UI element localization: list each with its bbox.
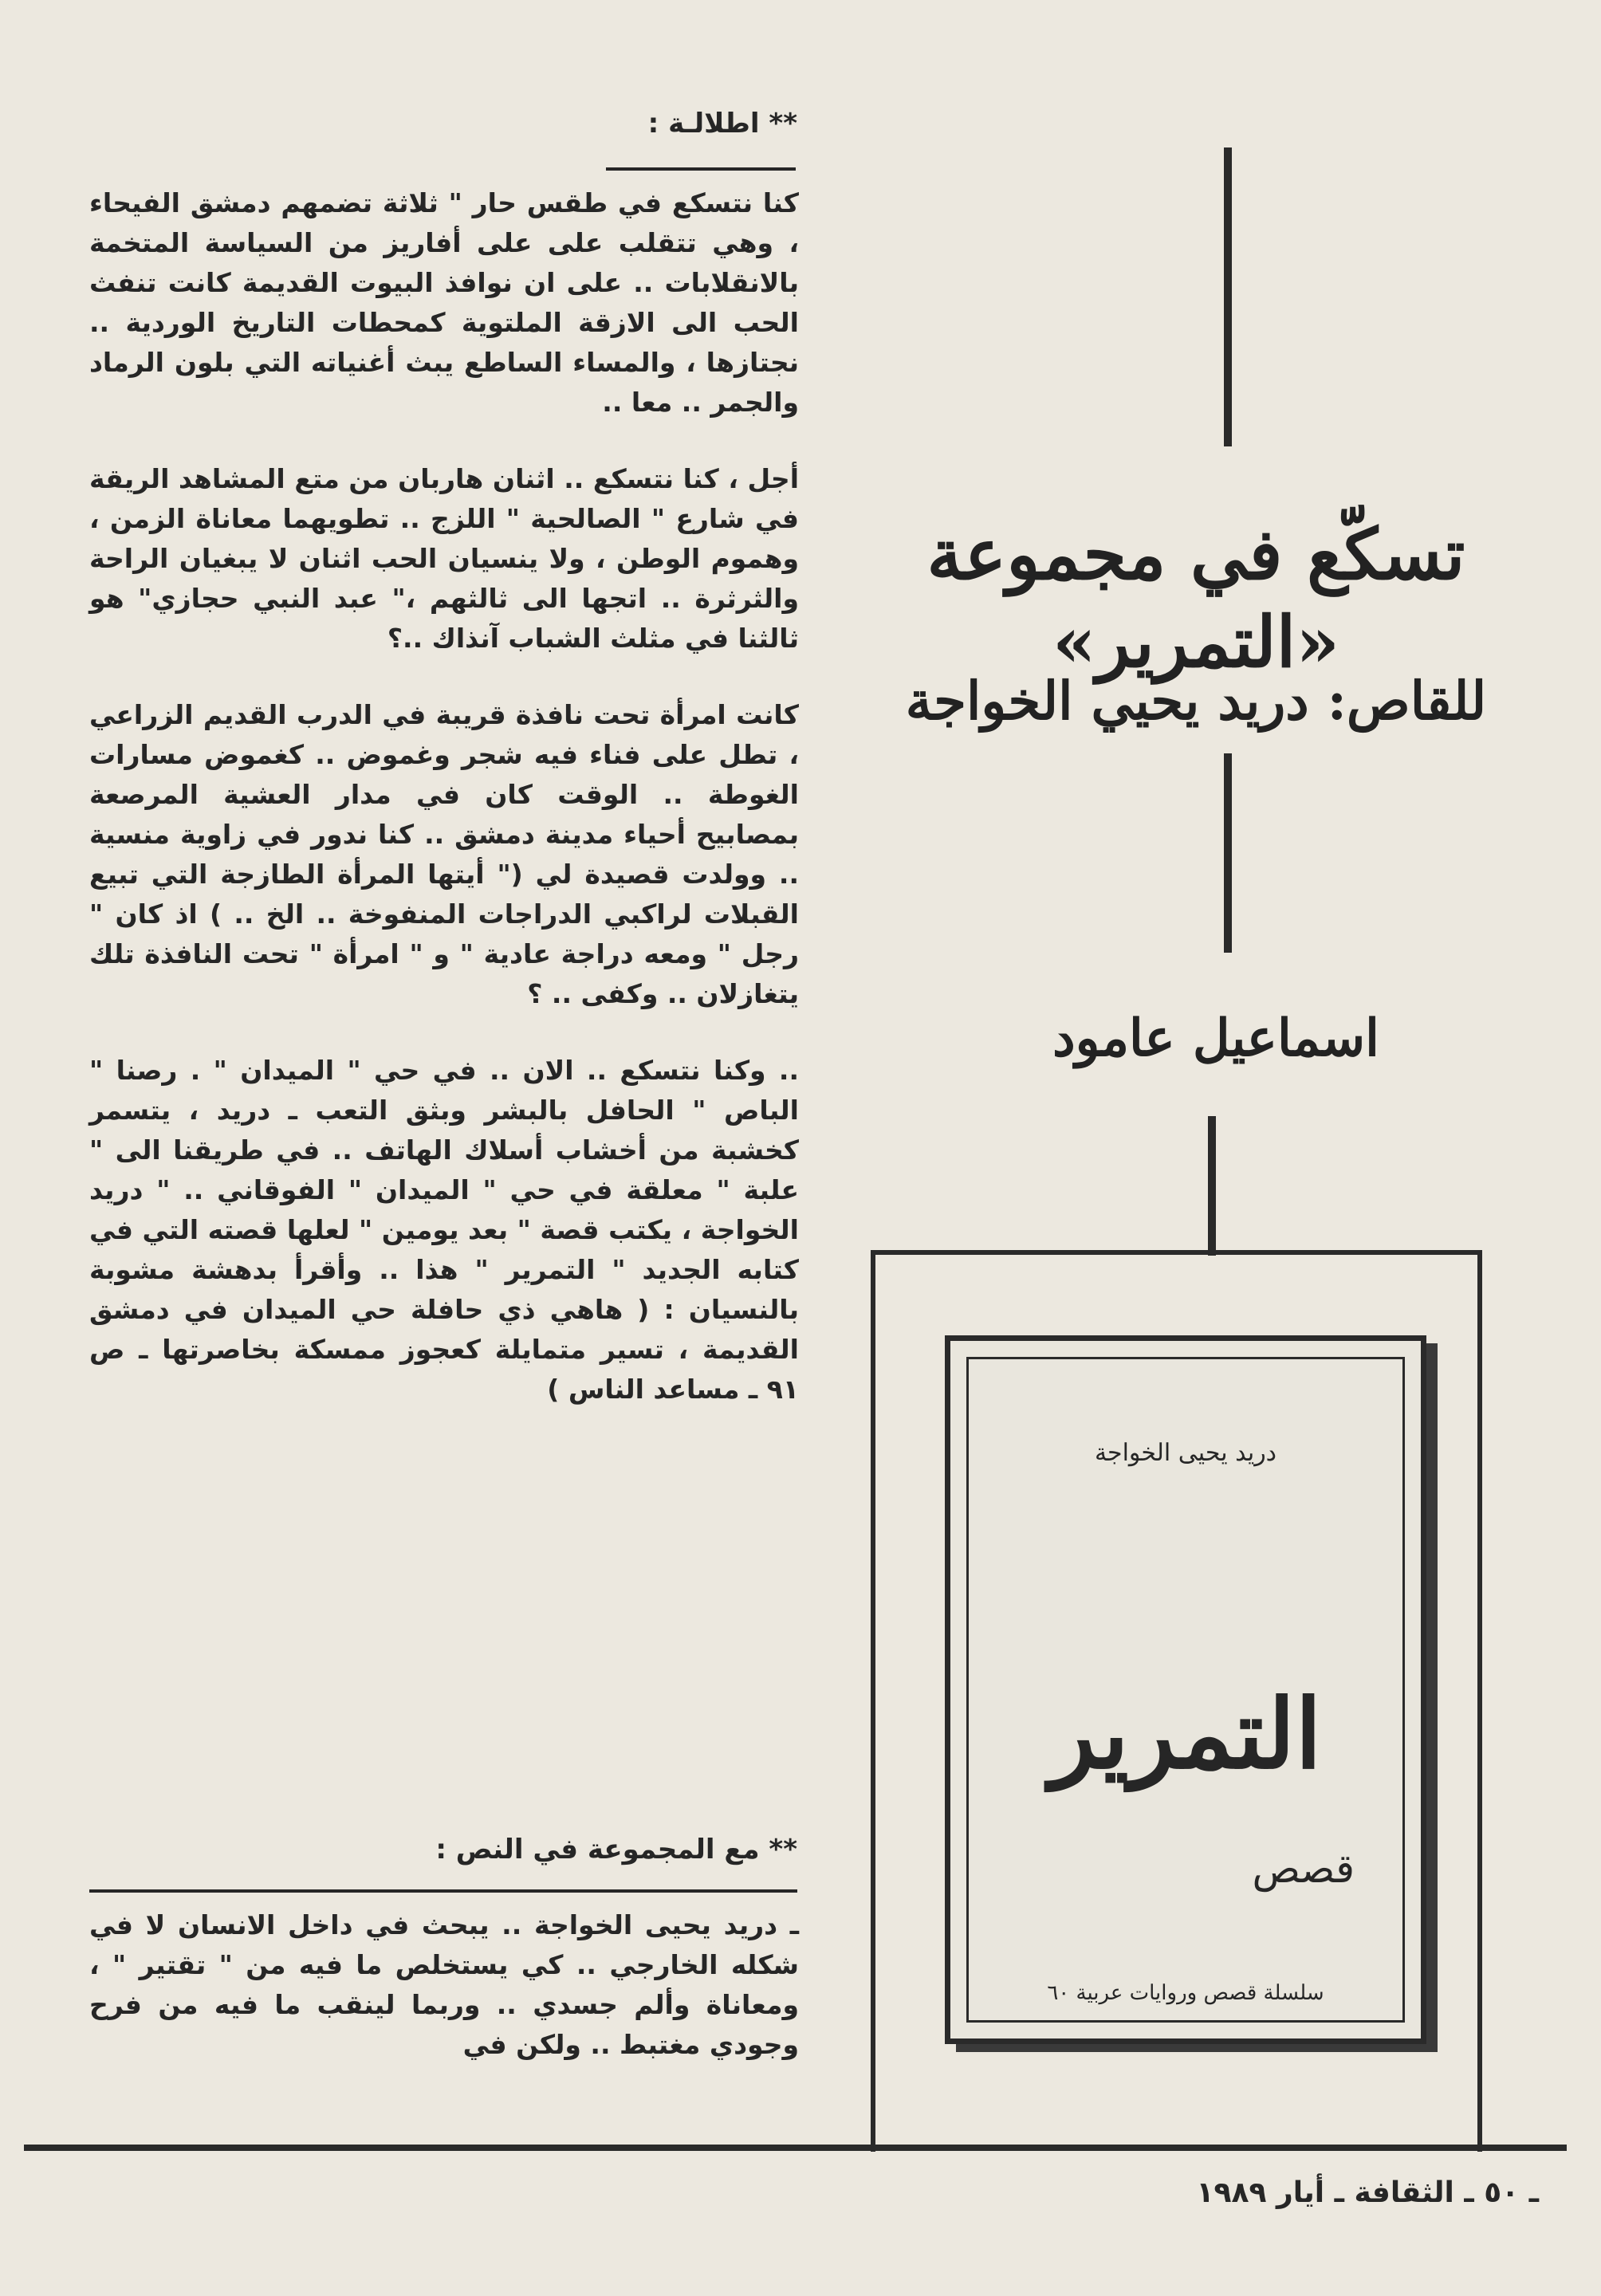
article-author: اسماعيل عامود bbox=[1052, 1008, 1379, 1068]
section-rule bbox=[89, 1889, 797, 1893]
article-paragraph: كانت امرأة تحت نافذة قريبة في الدرب القديم الزراعي ، تطل على فناء فيه شجر وغموض .. كغموض مسارات الغوطة .. الوقت كان في مدار العشية المرصعة بمصابيح أحياء مدينة دمشق .. كنا ندور في زاوية منسية .. وولدت قصيدة لي (" أيتها المرأة الطازجة التي تبيع القبلات لراكبي الدراجات المنفوخة .. الخ .. ) اذ كان " رجل " ومعه دراجة عادية " و " امرأة " تحت النافذة تلك يتغازلان .. وكفى .. ؟ bbox=[89, 699, 799, 1009]
page-bottom-rule bbox=[24, 2145, 1567, 2151]
article-column bbox=[89, 183, 799, 1446]
book-cover-image bbox=[945, 1335, 1426, 2044]
decorative-line bbox=[1224, 753, 1232, 953]
book-cover-border bbox=[966, 1357, 1405, 2023]
book-series: سلسلة قصص وروايات عربية ٦٠ bbox=[1047, 1981, 1324, 2005]
book-author: دريد يحيى الخواجة bbox=[1094, 1439, 1277, 1467]
section-heading-intro: ** اطلالـة : bbox=[647, 108, 797, 140]
article-title: تسكّع في مجموعة «التمرير» bbox=[926, 513, 1465, 683]
section-rule bbox=[606, 167, 796, 171]
article-paragraph: أجل ، كنا نتسكع .. اثنان هاربان من متع المشاهد الريقة في شارع " الصالحية " اللزج .. تطويهما معاناة الزمن ، وهموم الوطن ، ولا ينسيان الحب اثنان لا يبغيان الراحة والثرثرة .. اتجها الى ثالثهم ،" عبد النبي حجازي" هو ثالثنا في مثلث الشباب آنذاك ..؟ bbox=[89, 463, 799, 654]
article-paragraph: ـ دريد يحيى الخواجة .. يبحث في داخل الانسان لا في شكله الخارجي .. كي يستخلص ما فيه من " تقتير " ، ومعاناة وألم جسدي .. وربما لينقب ما فيه من فرح وجودي مغتبط .. ولكن في bbox=[89, 1909, 799, 2060]
article-subtitle: للقاص: دريد يحيي الخواجة bbox=[905, 670, 1487, 732]
article-paragraph: .. وكنا نتسكع .. الان .. في حي " الميدان " . رصنا " الباص " الحافل بالبشر وبثق التعب ـ دريد ، يتسمر كخشبة من أخشاب أسلاك الهاتف .. في طريقنا الى " علبة " معلقة في حي " الميدان " الفوقاني .. " دريد الخواجة ، يكتب قصة " بعد يومين " لعلها قصته التي في كتابه الجديد " التمرير " هذا .. وأقرأ بدهشة مشوبة بالنسيان : ( هاهي ذي حافلة حي الميدان في دمشق القديمة ، تسير متمايلة كعجوز ممسكة بخاصرتها ـ ص ٩١ ـ مساعد الناس ) bbox=[89, 1055, 799, 1405]
article-column-continued bbox=[89, 1905, 799, 2101]
decorative-line bbox=[1208, 1116, 1216, 1256]
section-heading-text: ** مع المجموعة في النص : bbox=[435, 1834, 797, 1866]
decorative-line bbox=[1224, 147, 1232, 446]
book-genre: قصص bbox=[1252, 1846, 1355, 1892]
book-title: التمرير bbox=[1049, 1678, 1322, 1791]
article-paragraph: كنا نتسكع في طقس حار " ثلاثة تضمهم دمشق الفيحاء ، وهي تتقلب على على أفاريز من السياسة المتخمة بالانقلابات .. على ان نوافذ البيوت القديمة كانت تنفث الحب الى الازقة الملتوية كمحطات التاريخ الوردية .. نجتازها ، والمساء الساطع يبث أغنياته التي بلون الرماد والجمر .. معا .. bbox=[89, 187, 799, 418]
page-footer: ـ ٥٠ ـ الثقافة ـ أيار ١٩٨٩ bbox=[1196, 2176, 1539, 2209]
